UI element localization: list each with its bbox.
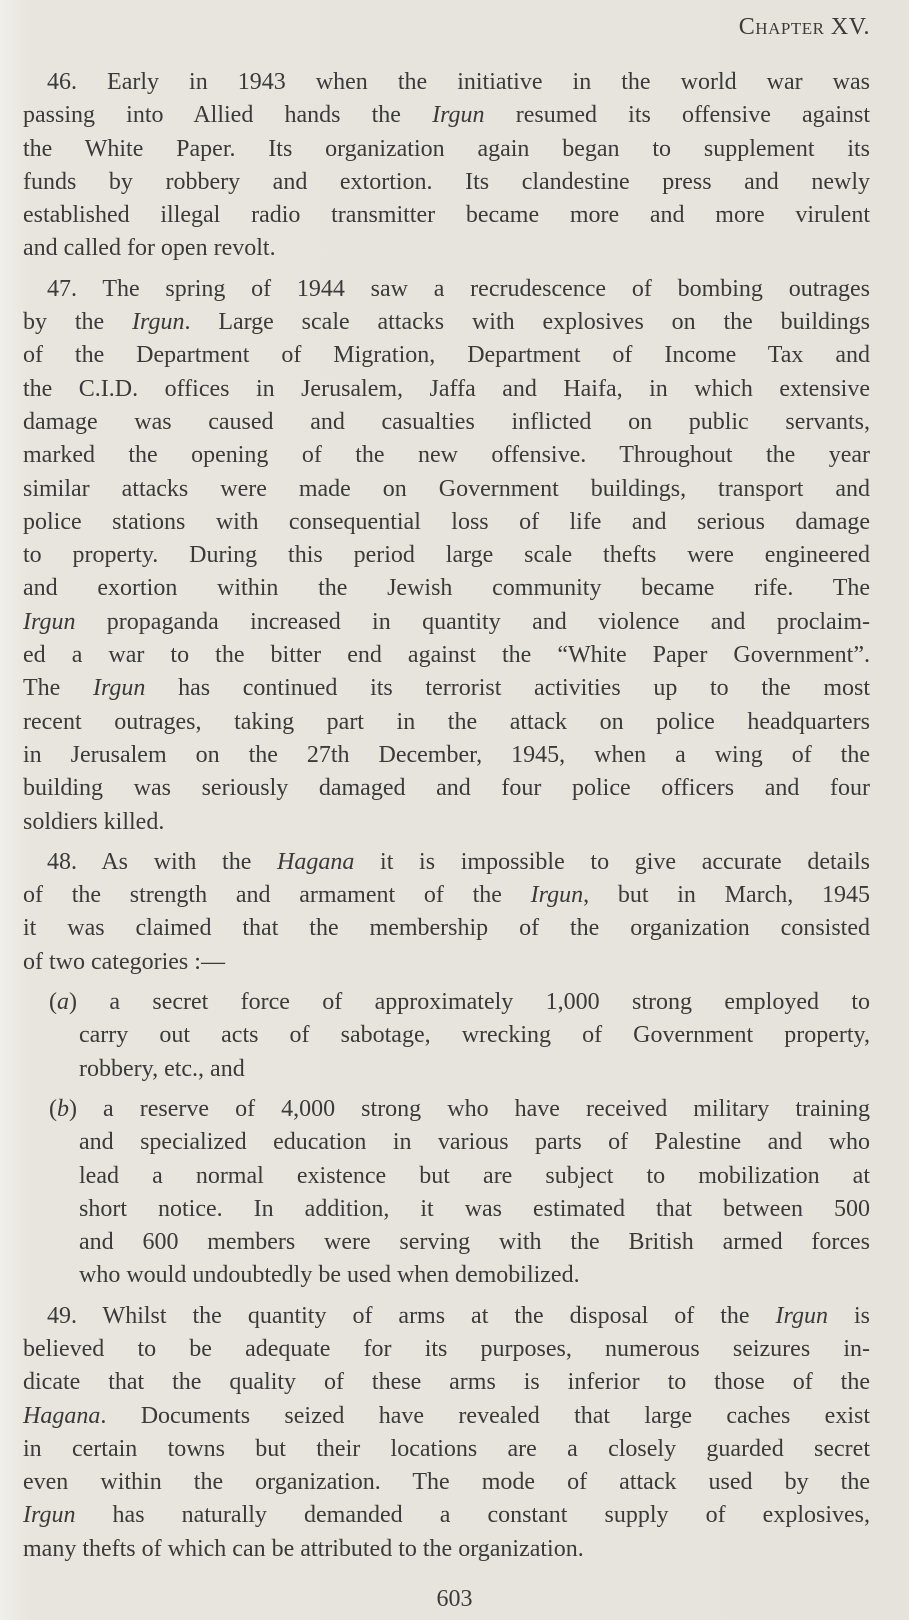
text-span: similar attacks were made on Government buildings, transport and xyxy=(23,475,870,502)
text-line xyxy=(23,879,870,912)
text-span: dicate that the quality of these arms is inferior to those of the xyxy=(23,1369,870,1396)
text-span: The xyxy=(23,675,93,702)
text-line xyxy=(23,1533,870,1566)
text-line xyxy=(23,706,870,739)
text-span: and 600 members were serving with the British armed forces xyxy=(79,1229,870,1256)
text-span: 47. The spring of 1944 saw a recrudescence of bombing outrages xyxy=(47,275,870,302)
text-line xyxy=(23,1433,870,1466)
text-span: 49. Whilst the quantity of arms at the disposal of the xyxy=(47,1302,776,1329)
text-line xyxy=(23,986,870,1019)
text-line xyxy=(23,1400,870,1433)
paragraph xyxy=(23,273,870,839)
text-span: even within the organization. The mode of attack used by the xyxy=(23,1469,870,1496)
text-span: and specialized education in various parts of Palestine and who xyxy=(79,1129,870,1156)
text-span: passing into Allied hands the xyxy=(23,102,433,129)
text-span: and exortion within the Jewish community became rife. The xyxy=(23,575,870,602)
paragraph xyxy=(23,846,870,979)
text-span: by the xyxy=(23,309,133,336)
text-span: . Large scale attacks with explosives on the buildings xyxy=(184,309,870,336)
text-span: robbery, etc., and xyxy=(79,1055,245,1082)
text-line xyxy=(23,1226,870,1259)
text-span: resumed its offensive against xyxy=(484,102,870,129)
text-line xyxy=(23,772,870,805)
text-span: of the strength and armament of the xyxy=(23,882,531,909)
text-line xyxy=(23,1466,870,1499)
text-span: marked the opening of the new offensive. Throughout the year xyxy=(23,442,870,469)
text-span: in certain towns but their locations are a closely guarded secret xyxy=(23,1435,870,1462)
page-number: 603 xyxy=(436,1586,473,1612)
text-span: ) a reserve of 4,000 strong who have received military training xyxy=(69,1095,870,1122)
text-line xyxy=(23,1259,870,1292)
text-line xyxy=(23,912,870,945)
text-span: it was claimed that the membership of the organization consisted xyxy=(23,915,870,942)
text-span: recent outrages, taking part in the attack on police headquarters xyxy=(23,708,870,735)
text-span: , but in March, 1945 xyxy=(583,882,870,909)
text-line xyxy=(23,1499,870,1532)
text-line xyxy=(23,199,870,232)
text-span: has continued its terrorist activities up to the most xyxy=(145,675,870,702)
text-span: short notice. In addition, it was estimated that between 500 xyxy=(79,1195,870,1222)
text-span: is xyxy=(828,1302,870,1329)
text-line xyxy=(23,572,870,605)
italic-text: Hagana xyxy=(277,848,355,875)
text-line xyxy=(23,672,870,705)
text-span: . Documents seized have revealed that large caches exist xyxy=(100,1402,870,1429)
paragraph xyxy=(23,1300,870,1566)
text-span: the White Paper. Its organization again began to supplement its xyxy=(23,135,870,162)
text-line xyxy=(23,66,870,99)
text-span: and called for open revolt. xyxy=(23,235,276,262)
text-span: has naturally demanded a constant supply of explosives, xyxy=(75,1502,870,1529)
italic-text: Irgun xyxy=(23,608,76,635)
text-line xyxy=(23,99,870,132)
text-line xyxy=(23,539,870,572)
text-span: believed to be adequate for its purposes, numerous seizures in- xyxy=(23,1335,870,1362)
text-line xyxy=(23,806,870,839)
paragraph xyxy=(23,66,870,266)
text-span: established illegal radio transmitter became more and more virulent xyxy=(23,202,870,229)
italic-text: Irgun xyxy=(92,675,146,702)
italic-text: Hagana xyxy=(23,1402,101,1429)
text-line xyxy=(23,1093,870,1126)
italic-text: Irgun xyxy=(23,1502,76,1529)
text-span: carry out acts of sabotage, wrecking of Government property, xyxy=(79,1022,870,1049)
text-line xyxy=(23,1126,870,1159)
text-span: of the Department of Migration, Department of Income Tax and xyxy=(23,342,870,369)
italic-text: Irgun xyxy=(530,882,584,909)
text-span: propaganda increased in quantity and violence and proclaim- xyxy=(75,608,870,635)
text-span: damage was caused and casualties inflicted on public servants, xyxy=(23,408,870,435)
text-span: 48. As with the xyxy=(47,848,278,875)
text-line xyxy=(23,473,870,506)
text-line xyxy=(23,739,870,772)
text-span: many thefts of which can be attributed to the organization. xyxy=(23,1535,584,1562)
text-span: ( xyxy=(49,1095,57,1122)
italic-text: Irgun xyxy=(775,1302,828,1329)
italic-text: Irgun xyxy=(132,309,185,336)
text-line xyxy=(23,1160,870,1193)
text-span: the C.I.D. offices in Jerusalem, Jaffa and Haifa, in which extensive xyxy=(23,375,870,402)
text-span: funds by robbery and extortion. Its clandestine press and newly xyxy=(23,168,870,195)
text-line xyxy=(23,1053,870,1086)
italic-text: Irgun xyxy=(432,102,485,129)
list-item xyxy=(23,1093,870,1293)
text-line xyxy=(23,1366,870,1399)
text-line xyxy=(23,1333,870,1366)
text-span: who would undoubtedly be used when demobilized. xyxy=(79,1262,580,1289)
text-line xyxy=(23,639,870,672)
text-line xyxy=(23,1300,870,1333)
text-span: ed a war to the bitter end against the “White Paper Government”. xyxy=(23,642,870,669)
list-item xyxy=(23,986,870,1086)
text-span: it is impossible to give accurate details xyxy=(354,848,870,875)
text-span: soldiers killed. xyxy=(23,808,165,835)
text-line xyxy=(23,232,870,265)
text-line xyxy=(23,273,870,306)
document-body xyxy=(23,66,870,1566)
text-line xyxy=(23,946,870,979)
text-line xyxy=(23,606,870,639)
text-line xyxy=(23,846,870,879)
text-line xyxy=(23,439,870,472)
text-line xyxy=(23,373,870,406)
text-span: in Jerusalem on the 27th December, 1945, when a wing of the xyxy=(23,741,870,768)
text-line xyxy=(23,1193,870,1226)
text-line xyxy=(23,406,870,439)
text-span: of two categories :— xyxy=(23,948,225,975)
text-line xyxy=(23,166,870,199)
text-span: ( xyxy=(49,989,57,1016)
text-line xyxy=(23,306,870,339)
italic-text: a xyxy=(57,989,69,1016)
italic-text: b xyxy=(57,1095,69,1122)
text-span: police stations with consequential loss of life and serious damage xyxy=(23,508,870,535)
text-span: 46. Early in 1943 when the initiative in the world war was xyxy=(47,69,870,95)
text-line xyxy=(23,1019,870,1052)
text-line xyxy=(23,133,870,166)
text-span: lead a normal existence but are subject to mobilization at xyxy=(79,1162,870,1189)
text-span: ) a secret force of approximately 1,000 strong employed to xyxy=(69,989,870,1016)
text-span: to property. During this period large scale thefts were engineered xyxy=(23,542,870,569)
chapter-header: Chapter XV. xyxy=(738,14,870,40)
text-span: building was seriously damaged and four police officers and four xyxy=(23,775,870,802)
text-line xyxy=(23,339,870,372)
text-line xyxy=(23,506,870,539)
